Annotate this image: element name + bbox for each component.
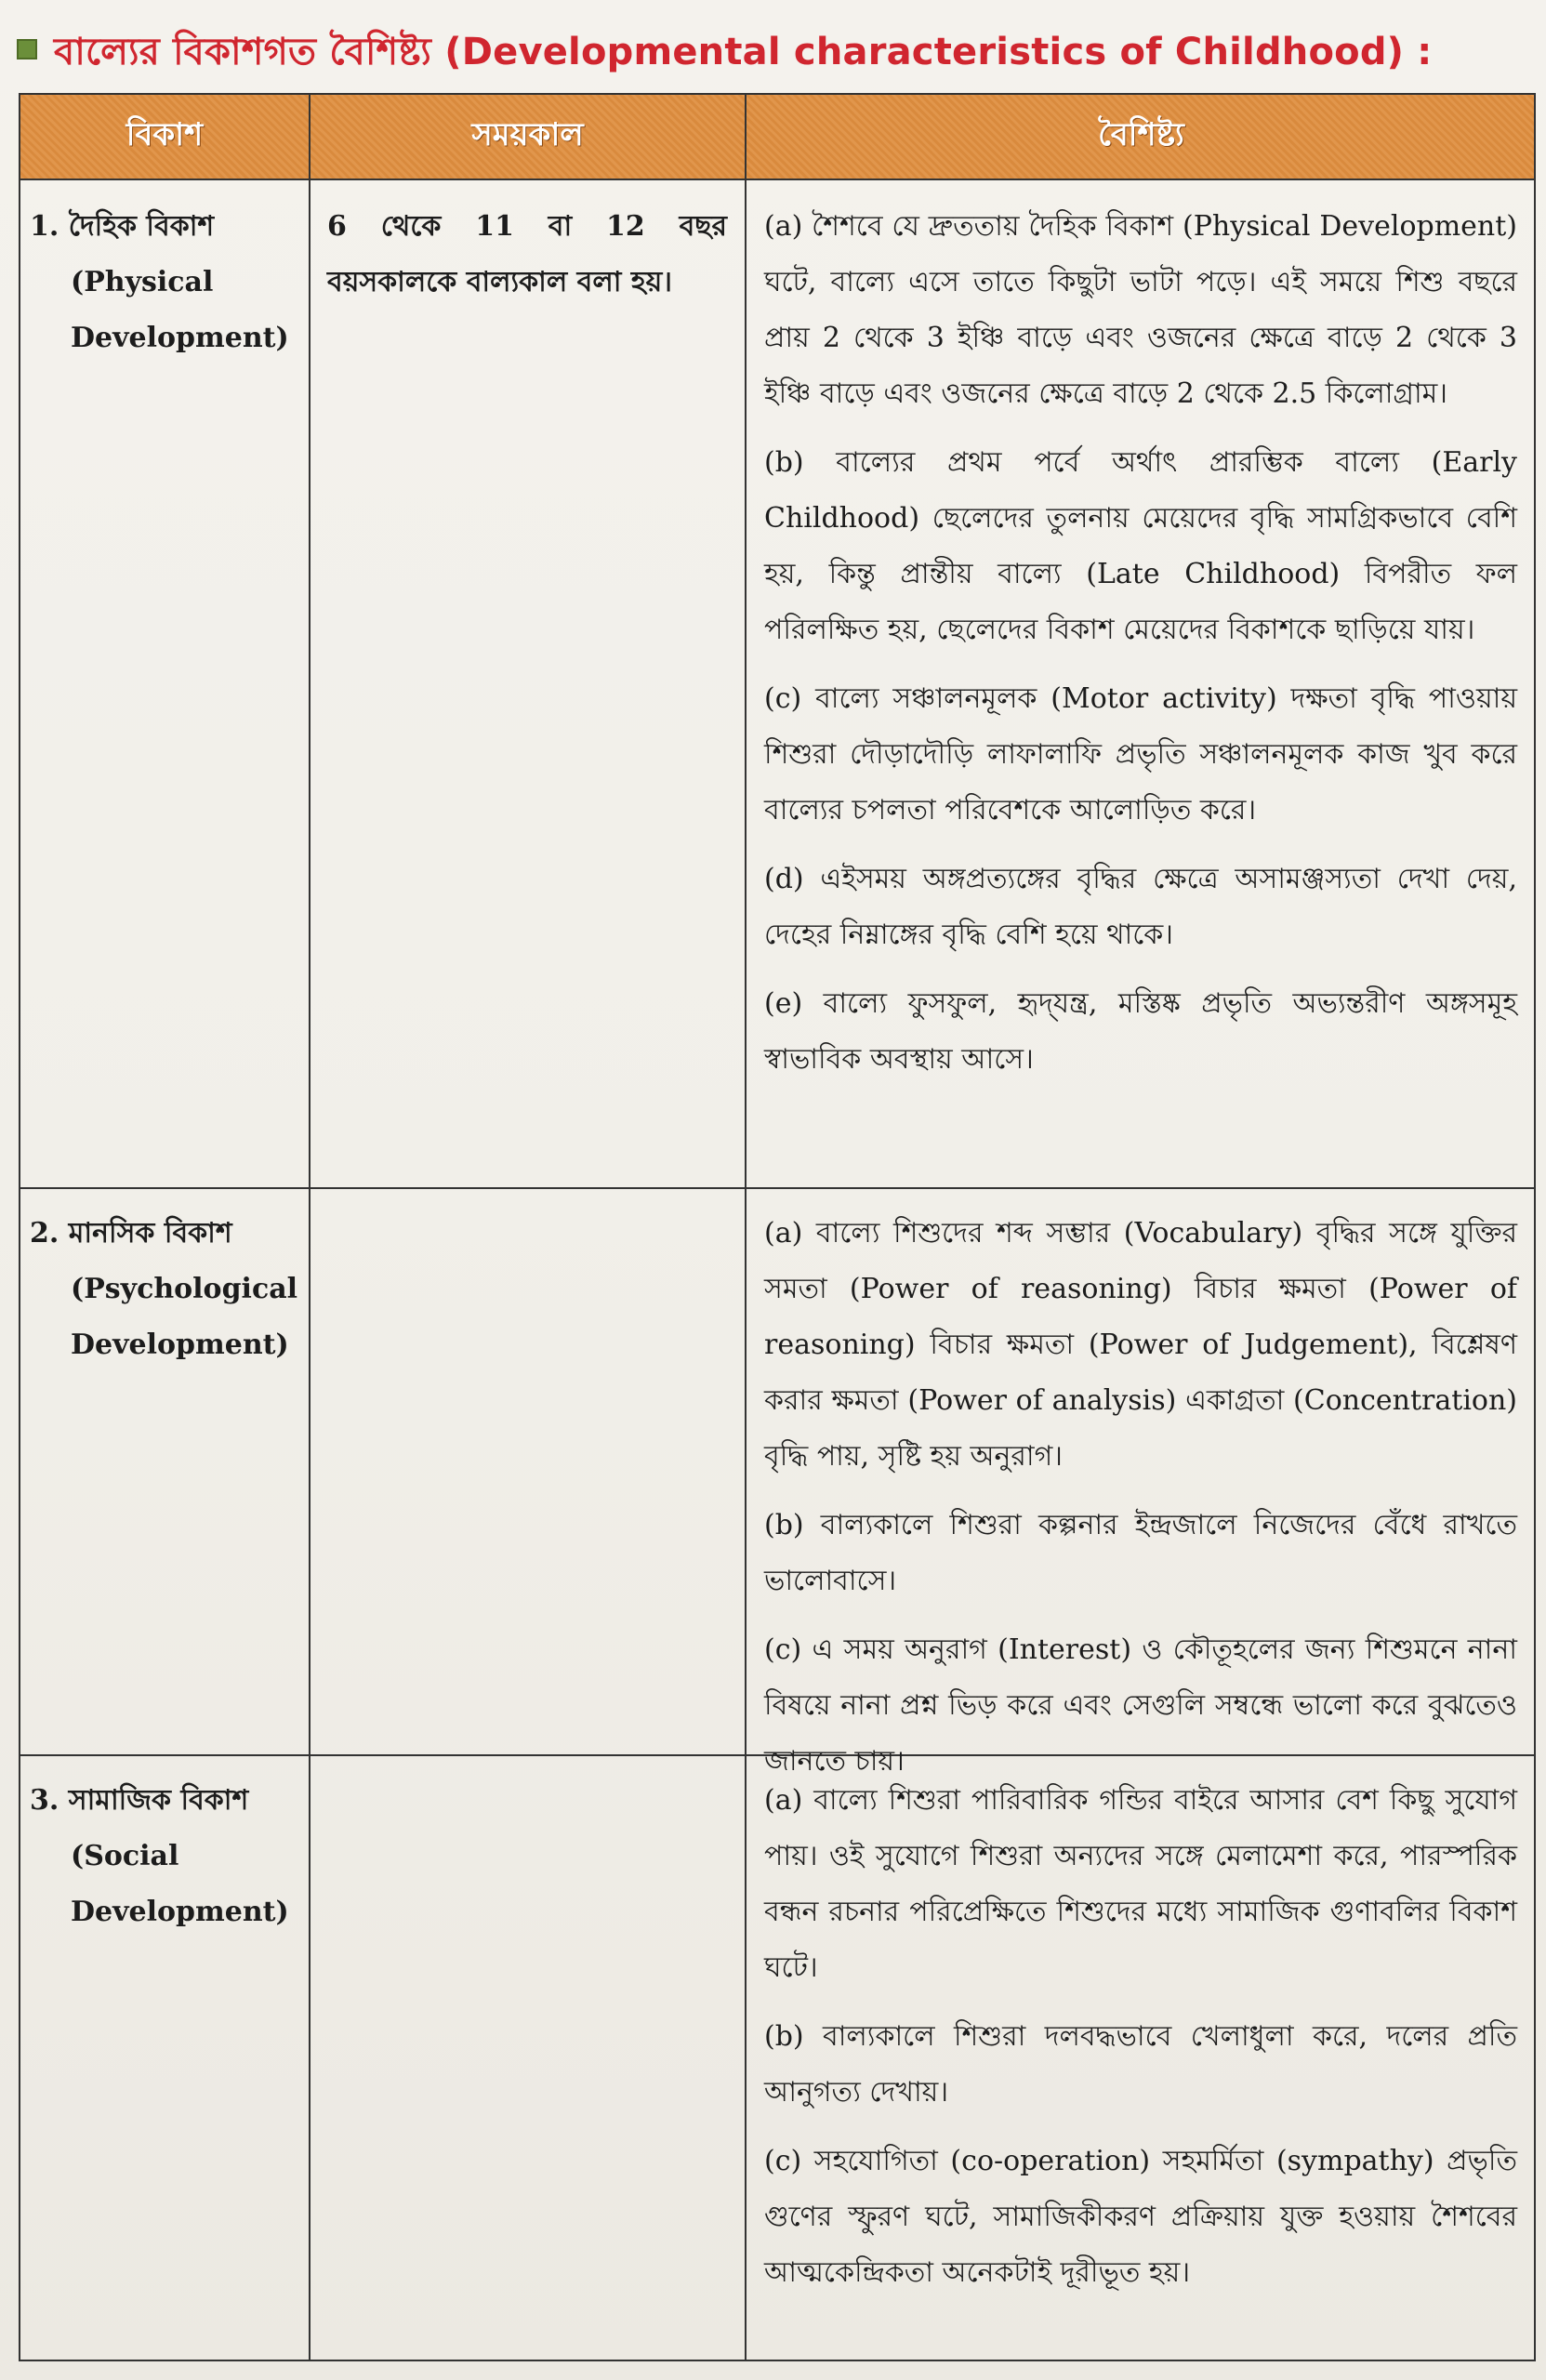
page-title — [17, 20, 1532, 86]
row2-aspect: 2. মানসিক বিকাশ — [30, 1217, 232, 1250]
row1-aspect-en-2: Development) — [71, 322, 289, 354]
row3-aspect-en-2: Development) — [71, 1896, 289, 1928]
row-divider-1 — [20, 1187, 1534, 1189]
header-aspect: বিকাশ — [126, 115, 204, 153]
row2-aspect-cell — [30, 1206, 305, 1373]
row1-point-c: (c) বাল্যে সঞ্চালনমূলক (Motor activity) দক্ষতা বৃদ্ধি পাওয়ায় শিশুরা দৌড়াদৌড়ি লাফালাফি প্রভৃতি সঞ্চালনমূলক কাজ খুব করে বাল্যের চপলতা পরিবেশকে আলোড়িত করে। — [764, 682, 1517, 826]
row1-aspect-cell — [30, 199, 305, 366]
row1-aspect: 1. দৈহিক বিকাশ — [30, 210, 215, 243]
row1-point-e: (e) বাল্যে ফুসফুল, হৃদ্‌যন্ত্র, মস্তিষ্ক প্রভৃতি অভ্যন্তরীণ অঙ্গসমূহ স্বাভাবিক অবস্থায় আসে। — [764, 987, 1517, 1076]
row1-period: 6 থেকে 11 বা 12 বছর বয়সকালকে বাল্যকাল বলা হয়। — [327, 210, 727, 298]
header-period: সময়কাল — [471, 115, 584, 153]
row2-characteristics-cell — [764, 1206, 1517, 1803]
column-divider-1 — [309, 95, 311, 2360]
row2-point-c: (c) এ সময় অনুরাগ (Interest) ও কৌতূহলের জন্য শিশুমনে নানা বিষয়ে নানা প্রশ্ন ভিড় করে এবং সেগুলি সম্বন্ধে ভালো করে বুঝতেও জানতে চায়। — [764, 1633, 1517, 1778]
row2-aspect-en-1: (Psychological — [71, 1273, 298, 1305]
row1-point-a: (a) শৈশবে যে দ্রুততায় দৈহিক বিকাশ (Physical Development) ঘটে, বাল্যে এসে তাতে কিছুটা ভাটা পড়ে। এই সময়ে শিশু বছরে প্রায় 2 থেকে 3 ইঞ্চি বাড়ে এবং ওজনের ক্ষেত্রে বাড়ে 2 থেকে 3 ইঞ্চি বাড়ে এবং ওজনের ক্ষেত্রে বাড়ে 2 থেকে 2.5 কিলোগ্রাম। — [764, 210, 1517, 410]
row3-aspect: 3. সামাজিক বিকাশ — [30, 1784, 249, 1817]
row2-point-b: (b) বাল্যকালে শিশুরা কল্পনার ইন্দ্রজালে নিজেদের বেঁধে রাখতে ভালোবাসে। — [764, 1509, 1517, 1597]
row1-point-b: (b) বাল্যের প্রথম পর্বে অর্থাৎ প্রারম্ভিক বাল্যে (Early Childhood) ছেলেদের তুলনায় মেয়েদের বৃদ্ধি সামগ্রিকভাবে বেশি হয়, কিন্তু প্রান্তীয় বাল্যে (Late Childhood) বিপরীত ফল পরিলক্ষিত হয়, ছেলেদের বিকাশ মেয়েদের বিকাশকে ছাড়িয়ে যায়। — [764, 446, 1517, 646]
row2-aspect-en-2: Development) — [71, 1329, 289, 1361]
characteristics-table — [19, 93, 1536, 2361]
column-divider-2 — [745, 95, 747, 2360]
section-marker-icon — [17, 39, 37, 60]
row1-aspect-en-1: (Physical — [71, 266, 214, 298]
row1-period-cell — [327, 199, 727, 311]
header-characteristics: বৈশিষ্ট্য — [1098, 115, 1184, 153]
row3-characteristics-cell — [764, 1773, 1517, 2314]
table-header-row — [20, 95, 1534, 180]
row1-characteristics-cell — [764, 199, 1517, 1101]
page-title-text: বাল্যের বিকাশগত বৈশিষ্ট্য (Developmental characteristics of Childhood) : — [54, 30, 1433, 73]
row3-point-c: (c) সহযোগিতা (co-operation) সহমর্মিতা (sympathy) প্রভৃতি গুণের স্ফুরণ ঘটে, সামাজিকীকরণ প্রক্রিয়ায় যুক্ত হওয়ায় শৈশবের আত্মকেন্দ্রিকতা অনেকটাই দূরীভূত হয়। — [764, 2145, 1517, 2289]
row2-point-a: (a) বাল্যে শিশুদের শব্দ সম্ভার (Vocabulary) বৃদ্ধির সঙ্গে যুক্তির সমতা (Power of reasoning) বিচার ক্ষমতা (Power of reasoning) বিচার ক্ষমতা (Power of Judgement), বিশ্লেষণ করার ক্ষমতা (Power of analysis) একাগ্রতা (Concentration) বৃদ্ধি পায়, সৃষ্টি হয় অনুরাগ। — [764, 1217, 1517, 1473]
row3-point-a: (a) বাল্যে শিশুরা পারিবারিক গন্ডির বাইরে আসার বেশ কিছু সুযোগ পায়। ওই সুযোগে শিশুরা অন্যদের সঙ্গে মেলামেশা করে, পারস্পরিক বন্ধন রচনার পরিপ্রেক্ষিতে শিশুদের মধ্যে সামাজিক গুণাবলির বিকাশ ঘটে। — [764, 1784, 1517, 1984]
row3-aspect-cell — [30, 1773, 305, 1940]
row3-aspect-en-1: (Social — [71, 1840, 179, 1872]
row3-point-b: (b) বাল্যকালে শিশুরা দলবদ্ধভাবে খেলাধুলা করে, দলের প্রতি আনুগত্য দেখায়। — [764, 2020, 1517, 2109]
row1-point-d: (d) এইসময় অঙ্গপ্রত্যঙ্গের বৃদ্ধির ক্ষেত্রে অসামঞ্জস্যতা দেখা দেয়, দেহের নিম্নাঙ্গের বৃদ্ধি বেশি হয়ে থাকে। — [764, 863, 1517, 951]
